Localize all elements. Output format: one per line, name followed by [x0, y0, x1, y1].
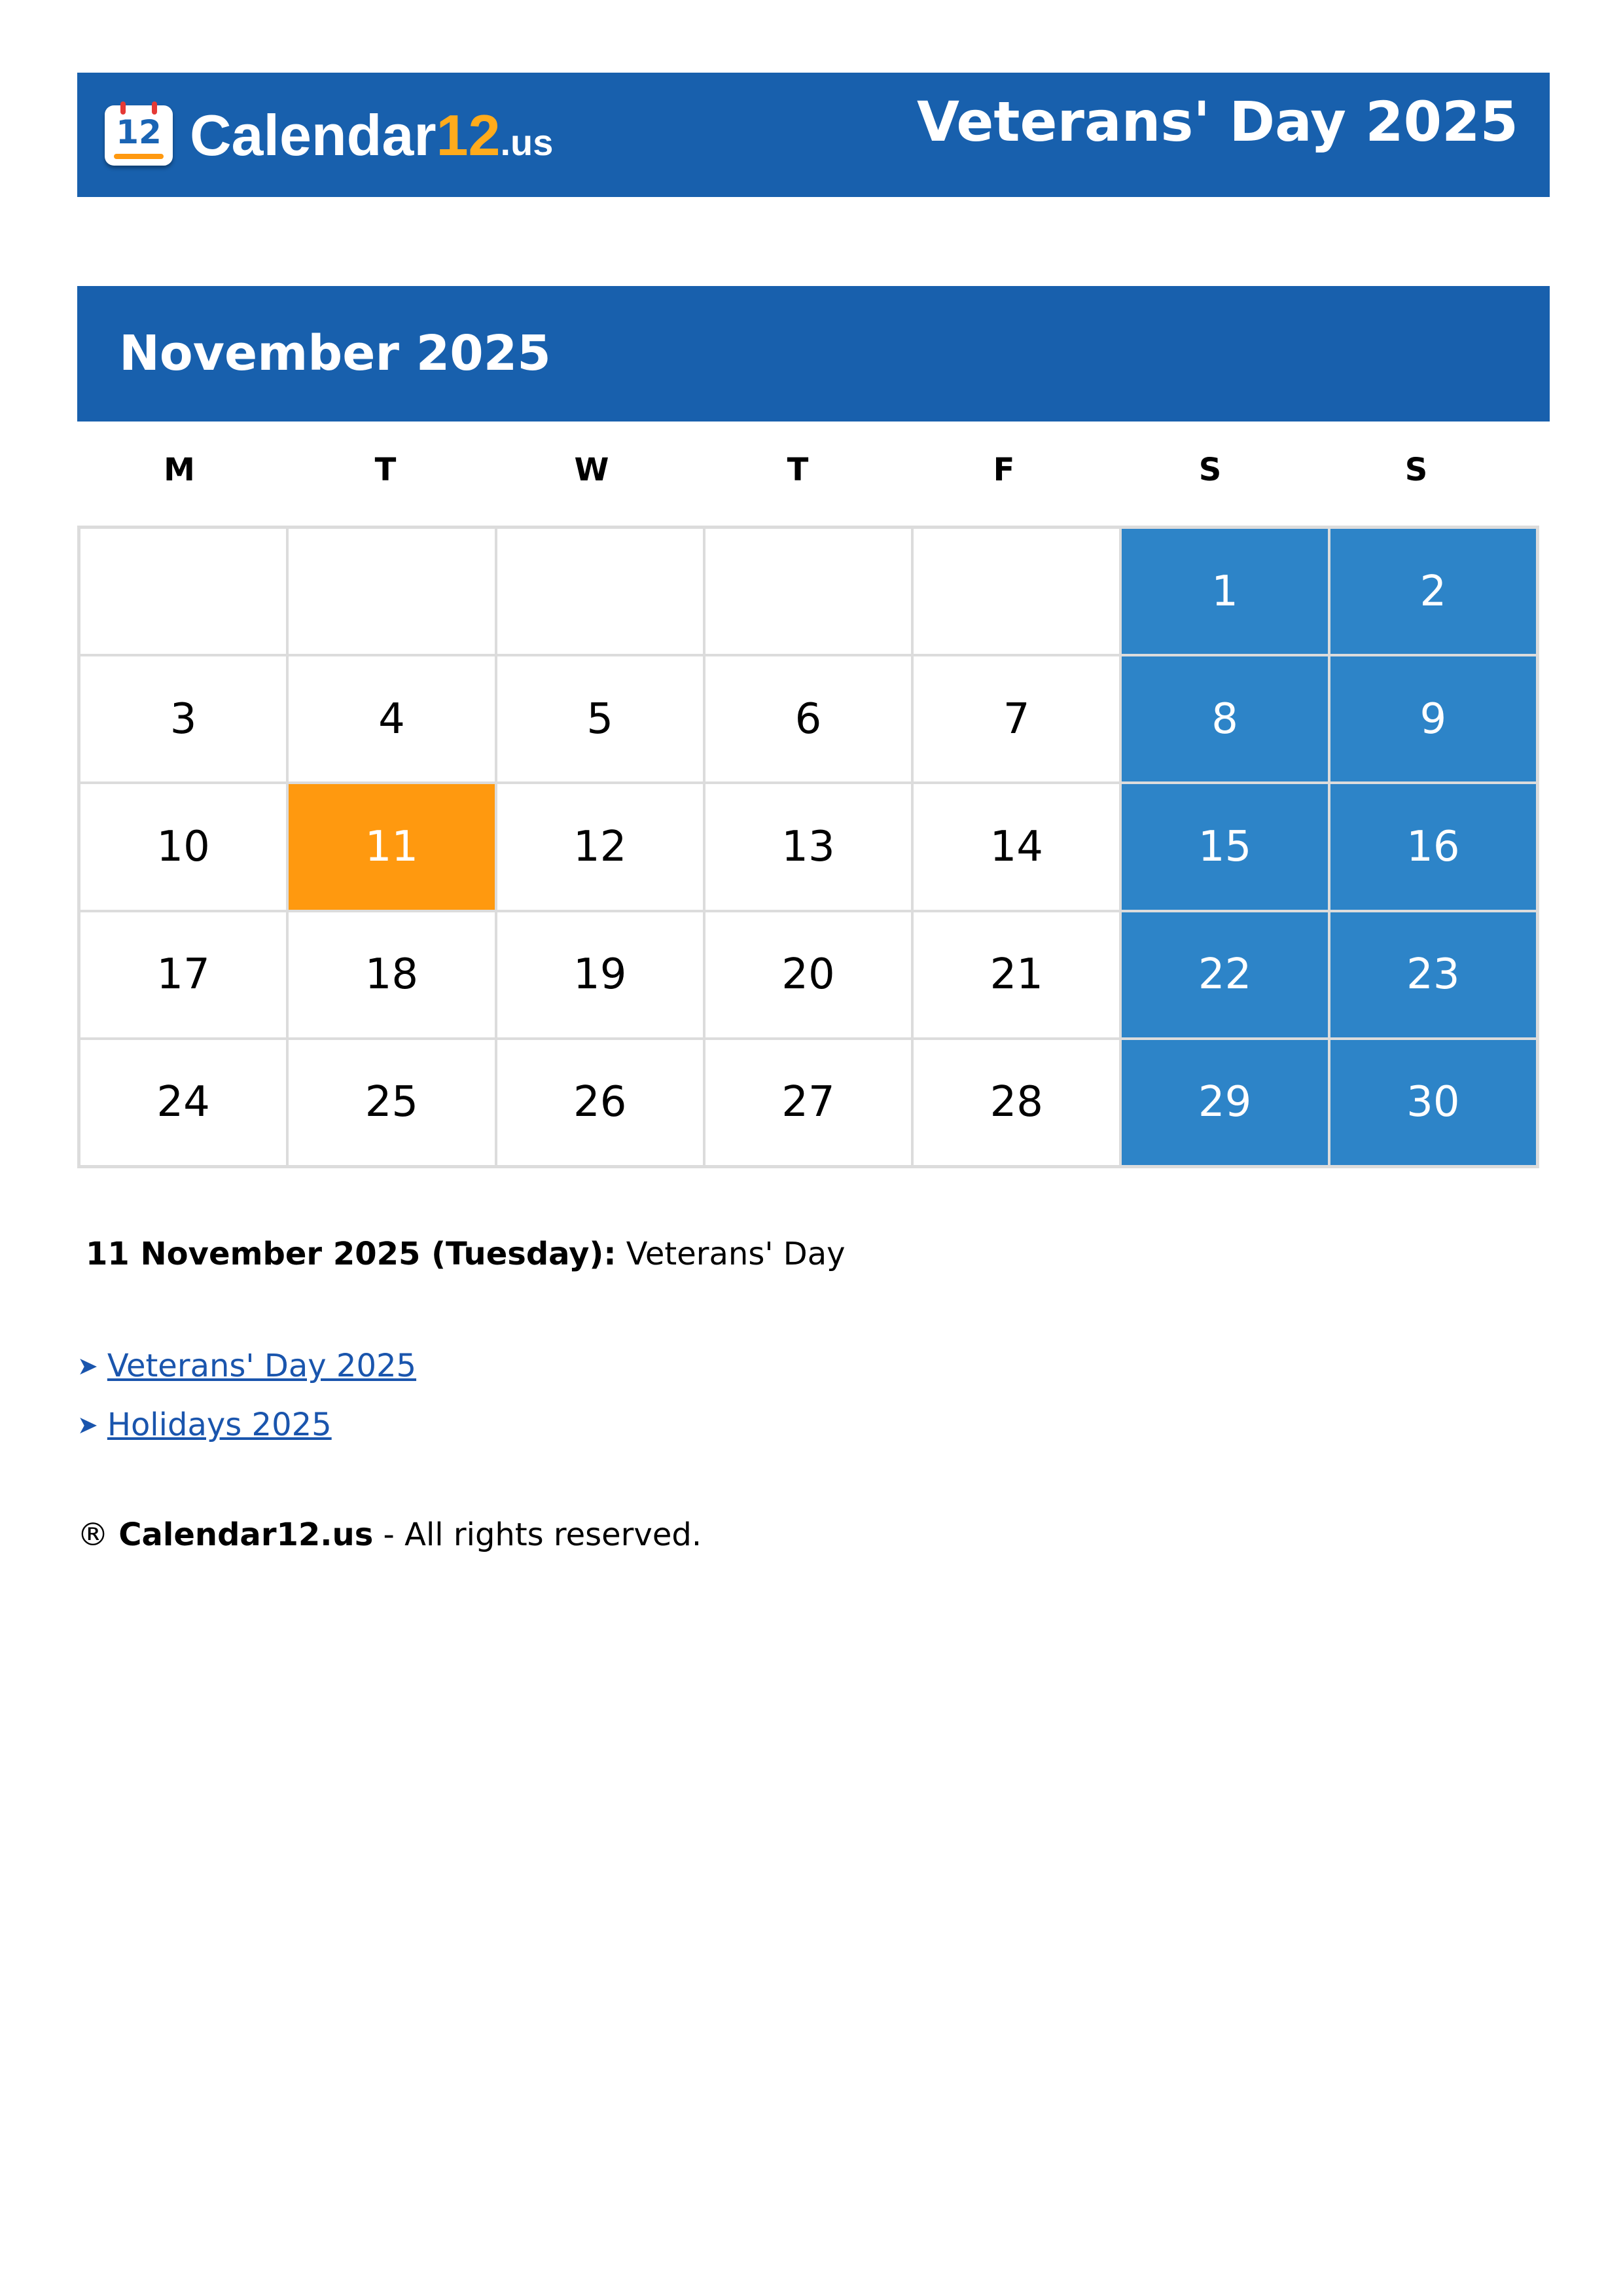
day-cell[interactable]: 4 — [287, 655, 495, 783]
day-cell[interactable]: 20 — [704, 911, 912, 1039]
empty-day-cell — [704, 528, 912, 655]
day-cell[interactable]: 17 — [79, 911, 287, 1039]
logo-word: Calendar — [190, 103, 437, 168]
day-cell[interactable]: 3 — [79, 655, 287, 783]
weekday-label: S — [1198, 452, 1222, 488]
calendar-ring-right — [152, 101, 157, 115]
day-cell[interactable]: 30 — [1329, 1039, 1537, 1166]
logo-number: 12 — [436, 103, 501, 168]
holiday-day-cell[interactable]: 11 — [287, 783, 495, 910]
day-cell[interactable]: 9 — [1329, 655, 1537, 783]
holiday-date: 11 November 2025 (Tuesday): — [86, 1236, 616, 1272]
holiday-note — [86, 1236, 846, 1272]
footer-text: - All rights reserved. — [383, 1516, 702, 1553]
empty-day-cell — [496, 528, 704, 655]
logo-wordmark — [190, 105, 553, 173]
weekday-label: S — [1404, 452, 1428, 488]
day-cell[interactable]: 5 — [496, 655, 704, 783]
day-cell[interactable]: 26 — [496, 1039, 704, 1166]
weekday-label: M — [164, 452, 195, 488]
month-header — [77, 286, 1550, 422]
day-cell[interactable]: 23 — [1329, 911, 1537, 1039]
registered-symbol: ® — [77, 1516, 109, 1553]
empty-day-cell — [912, 528, 1120, 655]
weekday-label: F — [993, 452, 1015, 488]
empty-day-cell — [287, 528, 495, 655]
day-cell[interactable]: 6 — [704, 655, 912, 783]
logo-tld: .us — [500, 122, 554, 163]
page-title: Veterans' Day 2025 — [917, 90, 1518, 154]
veterans-day-link[interactable]: Veterans' Day 2025 — [107, 1348, 417, 1384]
day-cell[interactable]: 15 — [1120, 783, 1329, 910]
day-cell[interactable]: 12 — [496, 783, 704, 910]
day-cell[interactable]: 14 — [912, 783, 1120, 910]
day-cell[interactable]: 19 — [496, 911, 704, 1039]
calendar-icon-number: 12 — [116, 113, 162, 151]
calendar-ring-left — [120, 101, 126, 115]
weekday-label: T — [374, 452, 397, 488]
day-cell[interactable]: 25 — [287, 1039, 495, 1166]
weekday-header-row — [77, 452, 1550, 497]
day-cell[interactable]: 8 — [1120, 655, 1329, 783]
day-cell[interactable]: 29 — [1120, 1039, 1329, 1166]
day-cell[interactable]: 7 — [912, 655, 1120, 783]
arrow-icon: ➤ — [77, 1410, 98, 1439]
holiday-name: Veterans' Day — [626, 1236, 846, 1272]
day-cell[interactable]: 18 — [287, 911, 495, 1039]
weekday-label: W — [574, 452, 609, 488]
link-item — [77, 1336, 416, 1395]
link-item — [77, 1395, 416, 1454]
weekday-label: T — [787, 452, 809, 488]
calendar-grid — [77, 526, 1539, 1168]
month-title: November 2025 — [119, 325, 551, 382]
empty-day-cell — [79, 528, 287, 655]
day-cell[interactable]: 27 — [704, 1039, 912, 1166]
arrow-icon: ➤ — [77, 1352, 98, 1380]
footer-brand: Calendar12.us — [118, 1516, 374, 1553]
day-cell[interactable]: 10 — [79, 783, 287, 910]
day-cell[interactable]: 24 — [79, 1039, 287, 1166]
related-links — [77, 1336, 416, 1454]
holidays-link[interactable]: Holidays 2025 — [107, 1407, 332, 1443]
footer — [77, 1516, 702, 1553]
day-cell[interactable]: 16 — [1329, 783, 1537, 910]
day-cell[interactable]: 22 — [1120, 911, 1329, 1039]
day-cell[interactable]: 28 — [912, 1039, 1120, 1166]
day-cell[interactable]: 21 — [912, 911, 1120, 1039]
calendar-icon — [105, 105, 173, 166]
site-header — [77, 73, 1550, 197]
calendar-icon-bar — [114, 154, 164, 159]
day-cell[interactable]: 13 — [704, 783, 912, 910]
day-cell[interactable]: 1 — [1120, 528, 1329, 655]
day-cell[interactable]: 2 — [1329, 528, 1537, 655]
